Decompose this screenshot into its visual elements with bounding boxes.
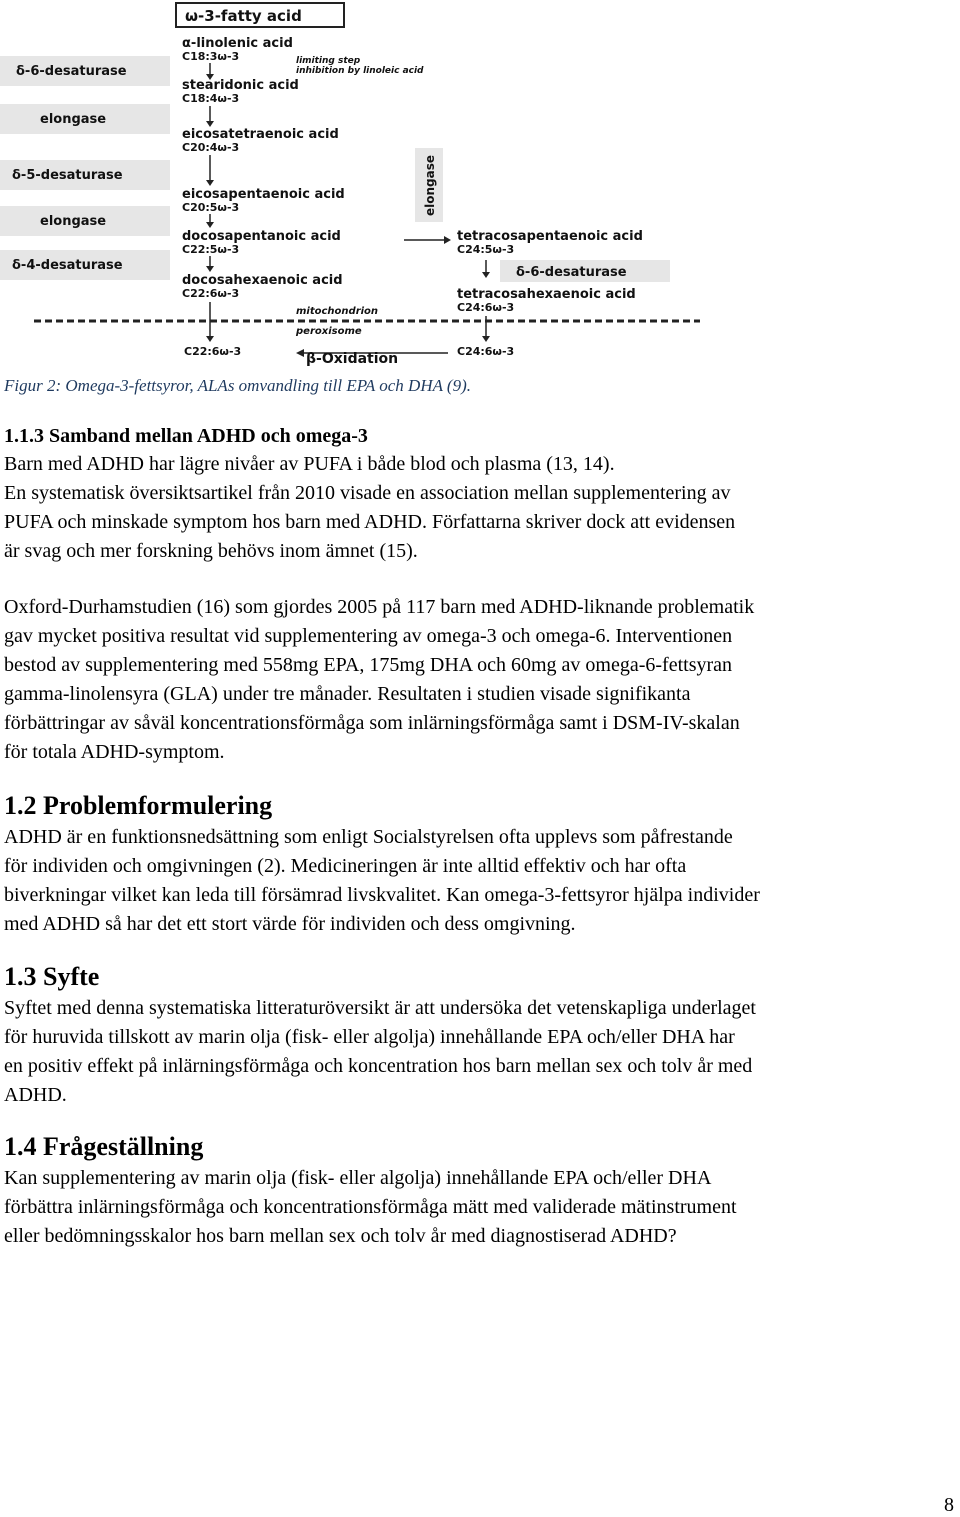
right-chain-acid: tetracosahexaenoic acid (457, 287, 636, 302)
arrow-head (482, 272, 490, 278)
paragraph-line: biverkningar vilket kan leda till försämrad livskvalitet. Kan omega-3-fettsyror hjälpa individer (4, 884, 760, 906)
chain-formula: C20:5ω-3 (182, 201, 240, 214)
omega3-pathway-figure (0, 0, 710, 372)
chain-formula: C20:4ω-3 (182, 141, 240, 154)
chain-acid: docosapentanoic acid (182, 229, 341, 244)
chain-formula: C18:4ω-3 (182, 92, 240, 105)
paragraph-line: Oxford-Durhamstudien (16) som gjordes 2005 på 117 barn med ADHD-liknande problematik (4, 596, 755, 618)
paragraph-line: förbättringar av såväl koncentrationsförmåga som inlärningsförmåga samt i DSM-IV-skalan (4, 712, 740, 734)
chain-acid: eicosapentaenoic acid (182, 187, 345, 202)
chain-acid: eicosatetraenoic acid (182, 127, 339, 142)
paragraph-line: Barn med ADHD har lägre nivåer av PUFA i både blod och plasma (13, 14). (4, 453, 615, 475)
paragraph-line: för individen och omgivningen (2). Medicineringen är inte alltid effektiv och har ofta (4, 855, 687, 877)
section-heading: 1.4 Frågeställning (4, 1132, 204, 1161)
section-1-2 (4, 789, 954, 939)
figure-title: ω-3-fatty acid (185, 7, 302, 25)
oxford-durham-paragraph (4, 593, 954, 767)
arrow-head (444, 236, 451, 244)
paragraph-line: eller bedömningsskalor hos barn mellan sex och tolv år med diagnostiserad ADHD? (4, 1225, 677, 1247)
section-heading: 1.2 Problemformulering (4, 791, 273, 820)
chain-acid: α-linolenic acid (182, 36, 293, 51)
section-1-4 (4, 1130, 954, 1251)
peroxisome-label: peroxisome (296, 326, 362, 337)
enzyme-label: δ-6-desaturase (16, 64, 127, 79)
paragraph-line: för huruvida tillskott av marin olja (fisk- eller algolja) innehållande EPA och/eller DHA har (4, 1026, 735, 1048)
right-chain-formula: C24:5ω-3 (457, 243, 515, 256)
right-chain-acid: tetracosapentaenoic acid (457, 229, 643, 244)
enzyme-label: δ-4-desaturase (12, 258, 123, 273)
note-text: inhibition by linoleic acid (296, 66, 424, 76)
chain-acid: stearidonic acid (182, 78, 299, 93)
arrow-head (206, 222, 214, 228)
paragraph-line: PUFA och minskade symptom hos barn med ADHD. Författarna skriver dock att evidensen (4, 511, 736, 533)
paragraph-line: En systematisk översiktsartikel från 2010 visade en association mellan supplementering av (4, 482, 731, 504)
right-chain-formula: C24:6ω-3 (457, 301, 515, 314)
chain-acid: docosahexaenoic acid (182, 273, 343, 288)
chain-formula: C22:6ω-3 (182, 287, 240, 300)
paragraph-line: gav mycket positiva resultat vid supplementering av omega-3 och omega-6. Interventionen (4, 625, 733, 647)
enzyme-label: δ-5-desaturase (12, 168, 123, 183)
arrow-head (206, 266, 214, 272)
section-1-3 (4, 960, 954, 1110)
arrow-head (206, 336, 214, 342)
section-heading: 1.3 Syfte (4, 962, 100, 991)
page-number: 8 (944, 1494, 954, 1516)
chain-formula: C18:3ω-3 (182, 50, 240, 63)
figure-caption: Figur 2: Omega-3-fettsyror, ALAs omvandling till EPA och DHA (9). (4, 376, 471, 395)
section-1-1-3 (4, 422, 954, 566)
elongase-vertical-label: elongase (423, 154, 437, 216)
paragraph-line: bestod av supplementering med 558mg EPA, 175mg DHA och 60mg av omega-6-fettsyran (4, 654, 733, 676)
section-heading: 1.1.3 Samband mellan ADHD och omega-3 (4, 425, 368, 447)
paragraph-line: ADHD är en funktionsnedsättning som enligt Socialstyrelsen ofta upplevs som påfrestande (4, 826, 733, 848)
paragraph-line: Kan supplementering av marin olja (fisk- eller algolja) innehållande EPA och/eller DHA (4, 1167, 712, 1189)
bottom-formula: C22:6ω-3 (184, 345, 242, 358)
right-enzyme-label: δ-6-desaturase (516, 265, 627, 280)
chain-formula: C22:5ω-3 (182, 243, 240, 256)
bottom-formula: C24:6ω-3 (457, 345, 515, 358)
arrow-head (206, 180, 214, 186)
mitochondrion-label: mitochondrion (296, 306, 379, 317)
beta-oxidation-label: β-Oxidation (306, 351, 399, 367)
paragraph-line: med ADHD så har det ett stort värde för individen och dess omgivning. (4, 913, 576, 935)
note-text: limiting step (296, 56, 361, 66)
paragraph-line: en positiv effekt på inlärningsförmåga och koncentration hos barn mellan sex och tolv år med (4, 1055, 753, 1077)
arrow-head (482, 336, 490, 342)
paragraph-line: Syftet med denna systematiska litteraturöversikt är att undersöka det vetenskapliga underlaget (4, 997, 756, 1019)
arrow-head (296, 349, 304, 357)
paragraph-line: är svag och mer forskning behövs inom ämnet (15). (4, 540, 418, 562)
paragraph-line: förbättra inlärningsförmåga och koncentrationsförmåga mätt med validerade mätinstrument (4, 1196, 737, 1218)
paragraph-line: ADHD. (4, 1084, 67, 1106)
enzyme-label: elongase (40, 112, 107, 127)
paragraph-line: för totala ADHD-symptom. (4, 741, 225, 763)
enzyme-label: elongase (40, 214, 107, 229)
paragraph-line: gamma-linolensyra (GLA) under tre månader. Resultaten i studien visade signifikanta (4, 683, 691, 705)
